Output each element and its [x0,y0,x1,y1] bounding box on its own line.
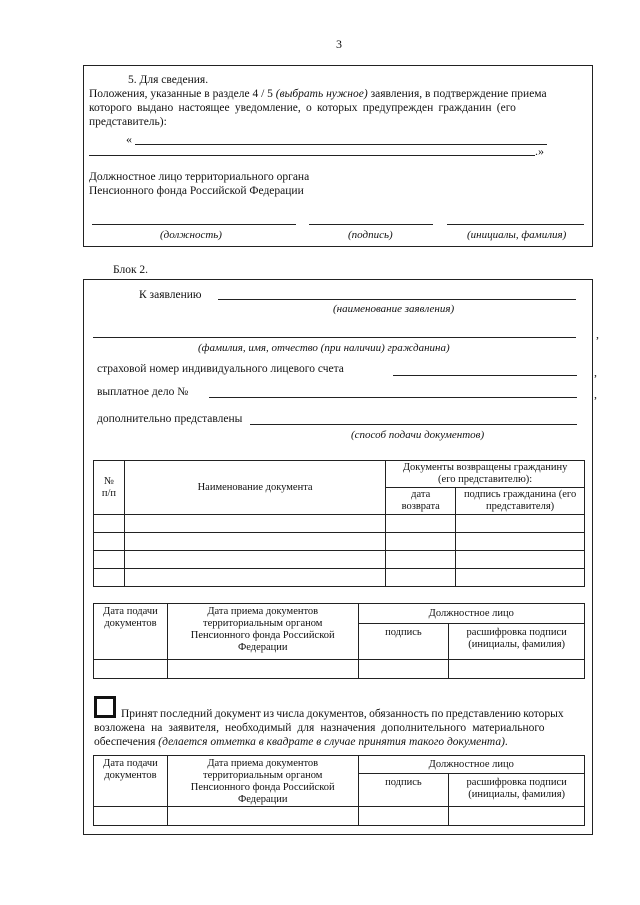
table-row [94,569,585,587]
col-decode-header-2: расшифровка подписи (инициалы, фамилия) [449,774,585,807]
additional-line [250,424,577,425]
statement-line-1 [135,144,547,145]
col-signature-header: подпись гражданина (его представителя) [456,488,585,515]
col-receipt-date-header: Дата приема документов территориальным органом Пенсионного фонда Российской Федерации [167,604,358,660]
case-line [209,397,577,398]
snils-comma: , [594,365,597,379]
application-name-line [218,299,576,300]
col-official-header: Должностное лицо [358,604,584,624]
receipt-table-1 [93,603,585,679]
caption-signature: (подпись) [348,229,393,241]
official-line1: Должностное лицо территориального органа [89,171,310,183]
caption-position: (должность) [160,229,222,241]
col-official-header-2: Должностное лицо [358,756,584,774]
col-name-header: Наименование документа [124,461,385,515]
col-receipt-date-header-2: Дата приема документов территориальным органом Пенсионного фонда Российской Федерации [167,756,358,807]
signature-line [309,224,433,225]
section5-text-b: (выбрать нужное) [275,88,368,100]
table-row [94,551,585,569]
case-comma: , [594,387,597,401]
quote-open: « [126,132,132,146]
section5-text-c: заявления, в подтверждение приема [367,88,547,100]
col-sign-header-2: подпись [358,774,449,807]
col-no-header: № п/п [94,461,125,515]
case-label: выплатное дело № [97,386,189,398]
col-sign-header: подпись [358,624,449,660]
caption-application-name: (наименование заявления) [333,303,455,315]
col-submit-date-header: Дата подачи документов [94,604,168,660]
col-returned-header: Документы возвращены гражданину (его представителю): [386,461,585,488]
col-submit-date-header-2: Дата подачи документов [94,756,168,807]
table-row [94,533,585,551]
statement-line-2 [89,155,535,156]
accepted-text-3b: (делается отметка в квадрате в случае принятия такого документа) [158,736,505,748]
official-line2: Пенсионного фонда Российской Федерации [89,185,304,197]
receipt-table-2 [93,755,585,826]
section5-text-a: Положения, указанные в разделе 4 / 5 [89,88,276,100]
snils-line [393,375,577,376]
col-date-header: дата возврата [386,488,456,515]
fio-comma: , [596,327,599,341]
to-application-label: К заявлению [139,289,202,301]
block2-title: Блок 2. [113,264,149,276]
documents-table [93,460,585,587]
section5-text-line1 [89,88,589,100]
section5-text-line3: представитель): [89,116,167,128]
snils-label: страховой номер индивидуального лицевого счета [97,363,344,375]
accepted-text-3c: . [504,736,508,748]
col-decode-header: расшифровка подписи (инициалы, фамилия) [449,624,585,660]
name-line [447,224,584,225]
quote-close: .» [535,144,544,158]
accepted-text-line2: возложена на заявителя, необходимый для назначения дополнительного материального [94,722,545,734]
table-row [94,807,585,826]
caption-fio: (фамилия, имя, отчество (при наличии) гражданина) [198,342,450,354]
table-row [94,515,585,533]
accepted-text-line3 [94,736,508,748]
fio-line [93,337,576,338]
caption-name: (инициалы, фамилия) [467,229,567,241]
section5-text-line2: которого выдано настоящее уведомление, о которых предупрежден гражданин (его [89,102,516,114]
caption-submission-method: (способ подачи документов) [351,429,485,441]
accepted-text-line1: Принят последний документ из числа документов, обязанность по представлению которых [121,708,564,720]
table-row [94,660,585,679]
section5-heading: 5. Для сведения. [128,74,209,86]
page-number: 3 [336,37,342,51]
accepted-checkbox[interactable] [94,696,116,718]
position-line [92,224,296,225]
accepted-text-3a: обеспечения [94,736,159,748]
additional-label: дополнительно представлены [97,413,243,425]
